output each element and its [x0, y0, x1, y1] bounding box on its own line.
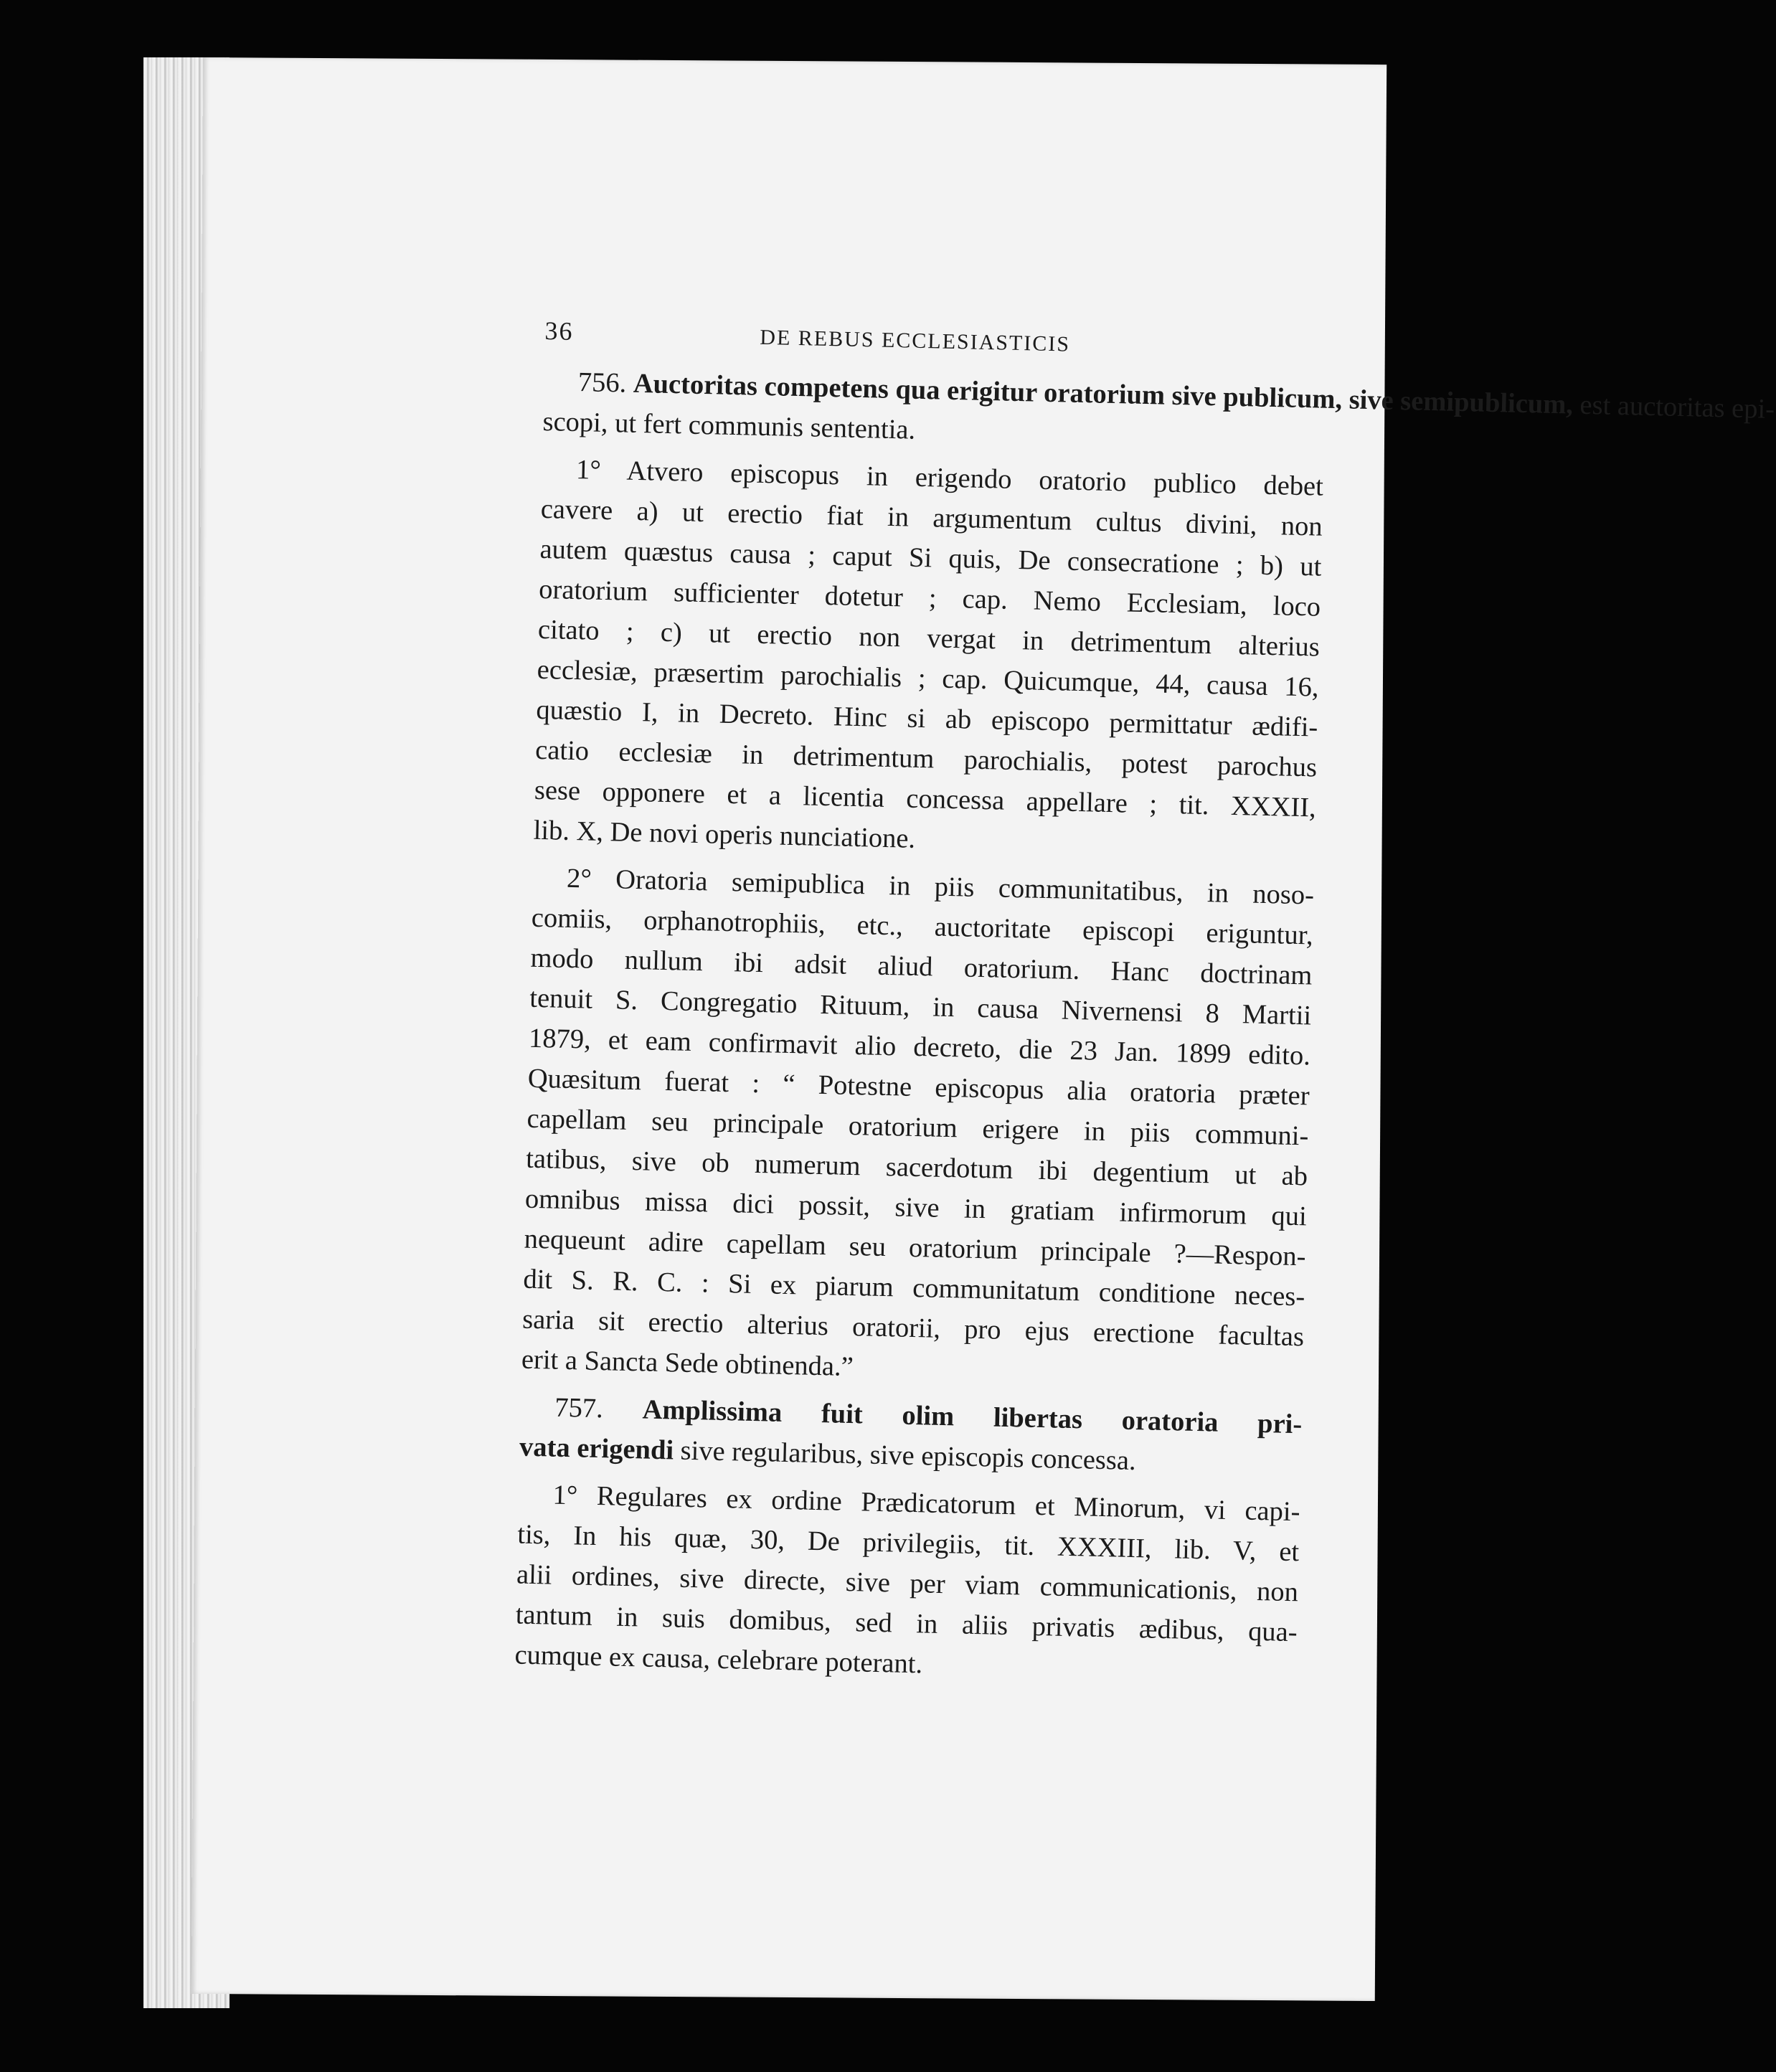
- p3-line: cumque ex causa, celebrare poterant.: [514, 1640, 923, 1680]
- p2-line: 2° Oratoria semipublica in piis communitatibus, in noso-: [566, 863, 1315, 911]
- p1-line: sese opponere et a licentia concessa appellare ; tit. XXXII,: [534, 775, 1317, 823]
- section-756-number: 756.: [577, 367, 627, 399]
- paragraph-3: [514, 1475, 1300, 1693]
- p2-line: erit a Sancta Sede obtinenda.”: [521, 1344, 854, 1383]
- p1-line: quæstio I, in Decreto. Hinc si ab episcopo permittatur ædifi-: [536, 694, 1318, 743]
- p2-line: comiis, orphanotrophiis, etc., auctoritate episcopi eriguntur,: [531, 902, 1314, 951]
- p3-line: tantum in suis domibus, sed in aliis privatis ædibus, qua-: [515, 1599, 1298, 1648]
- p2-line: omnibus missa dici possit, sive in gratiam infirmorum qui: [524, 1183, 1308, 1232]
- running-title: DE REBUS ECCLESIASTICIS: [760, 325, 1071, 356]
- p1-line: 1° Atvero episcopus in erigendo oratorio publico debet: [575, 455, 1324, 502]
- p2-line: capellam seu principale oratorium erigere in piis communi-: [526, 1103, 1309, 1152]
- page-number: 36: [544, 316, 574, 346]
- section-756-line-2: scopi, ut fert communis sententia.: [542, 406, 916, 445]
- section-757-number: 757.: [554, 1392, 604, 1424]
- text-block: [514, 316, 1775, 1693]
- p1-line: citato ; c) ut erectio non vergat in detrimentum alterius: [537, 614, 1321, 663]
- p1-line: ecclesiæ, præsertim parochialis ; cap. Quicumque, 44, causa 16,: [537, 654, 1319, 703]
- p2-line: Quæsitum fuerat : “ Potestne episcopus alia oratoria præter: [527, 1063, 1310, 1112]
- section-756-text-1: est auctoritas epi-: [1579, 389, 1775, 425]
- p1-line: cavere a) ut erectio fiat in argumentum cultus divini, non: [540, 493, 1323, 542]
- p1-line: lib. X, De novi operis nunciatione.: [533, 815, 916, 854]
- section-757-heading-1: Amplissima fuit olim libertas oratoria pri-: [642, 1394, 1303, 1440]
- p2-line: tatibus, sive ob numerum sacerdotum ibi degentium ut ab: [525, 1143, 1308, 1192]
- p2-line: tenuit S. Congregatio Rituum, in causa Nivernensi 8 Martii: [529, 983, 1312, 1031]
- p2-line: modo nullum ibi adsit aliud oratorium. Hanc doctrinam: [530, 942, 1313, 991]
- paragraph-1: [533, 449, 1323, 869]
- p3-line: tis, In his quæ, 30, De privilegiis, tit. XXXIII, lib. V, et: [516, 1519, 1300, 1568]
- p3-line: 1° Regulares ex ordine Prædicatorum et Minorum, vi capi-: [552, 1480, 1300, 1528]
- p3-line: alii ordines, sive directe, sive per viam communicationis, non: [516, 1559, 1299, 1608]
- paragraph-2: [521, 858, 1314, 1398]
- p1-line: catio ecclesiæ in detrimentum parochialis, potest parochus: [534, 734, 1318, 783]
- p2-line: nequeunt adire capellam seu oratorium principale ?—Respon-: [524, 1224, 1306, 1272]
- p1-line: autem quæstus causa ; caput Si quis, De consecratione ; b) ut: [539, 534, 1322, 582]
- section-756-heading: Auctoritas competens qua erigitur oratorium sive publicum, sive semipublicum,: [633, 368, 1574, 420]
- section-757-heading-2: vata erigendi: [519, 1432, 674, 1466]
- p2-line: saria sit erectio alterius oratorii, pro ejus erectione facultas: [521, 1304, 1305, 1353]
- p2-line: 1879, et eam confirmavit alio decreto, die 23 Jan. 1899 edito.: [528, 1023, 1311, 1072]
- p2-line: dit S. R. C. : Si ex piarum communitatum conditione neces-: [523, 1264, 1305, 1312]
- p1-line: oratorium sufficienter dotetur ; cap. Nemo Ecclesiam, loco: [538, 574, 1321, 623]
- section-757-text: sive regularibus, sive episcopis concessa.: [680, 1435, 1137, 1477]
